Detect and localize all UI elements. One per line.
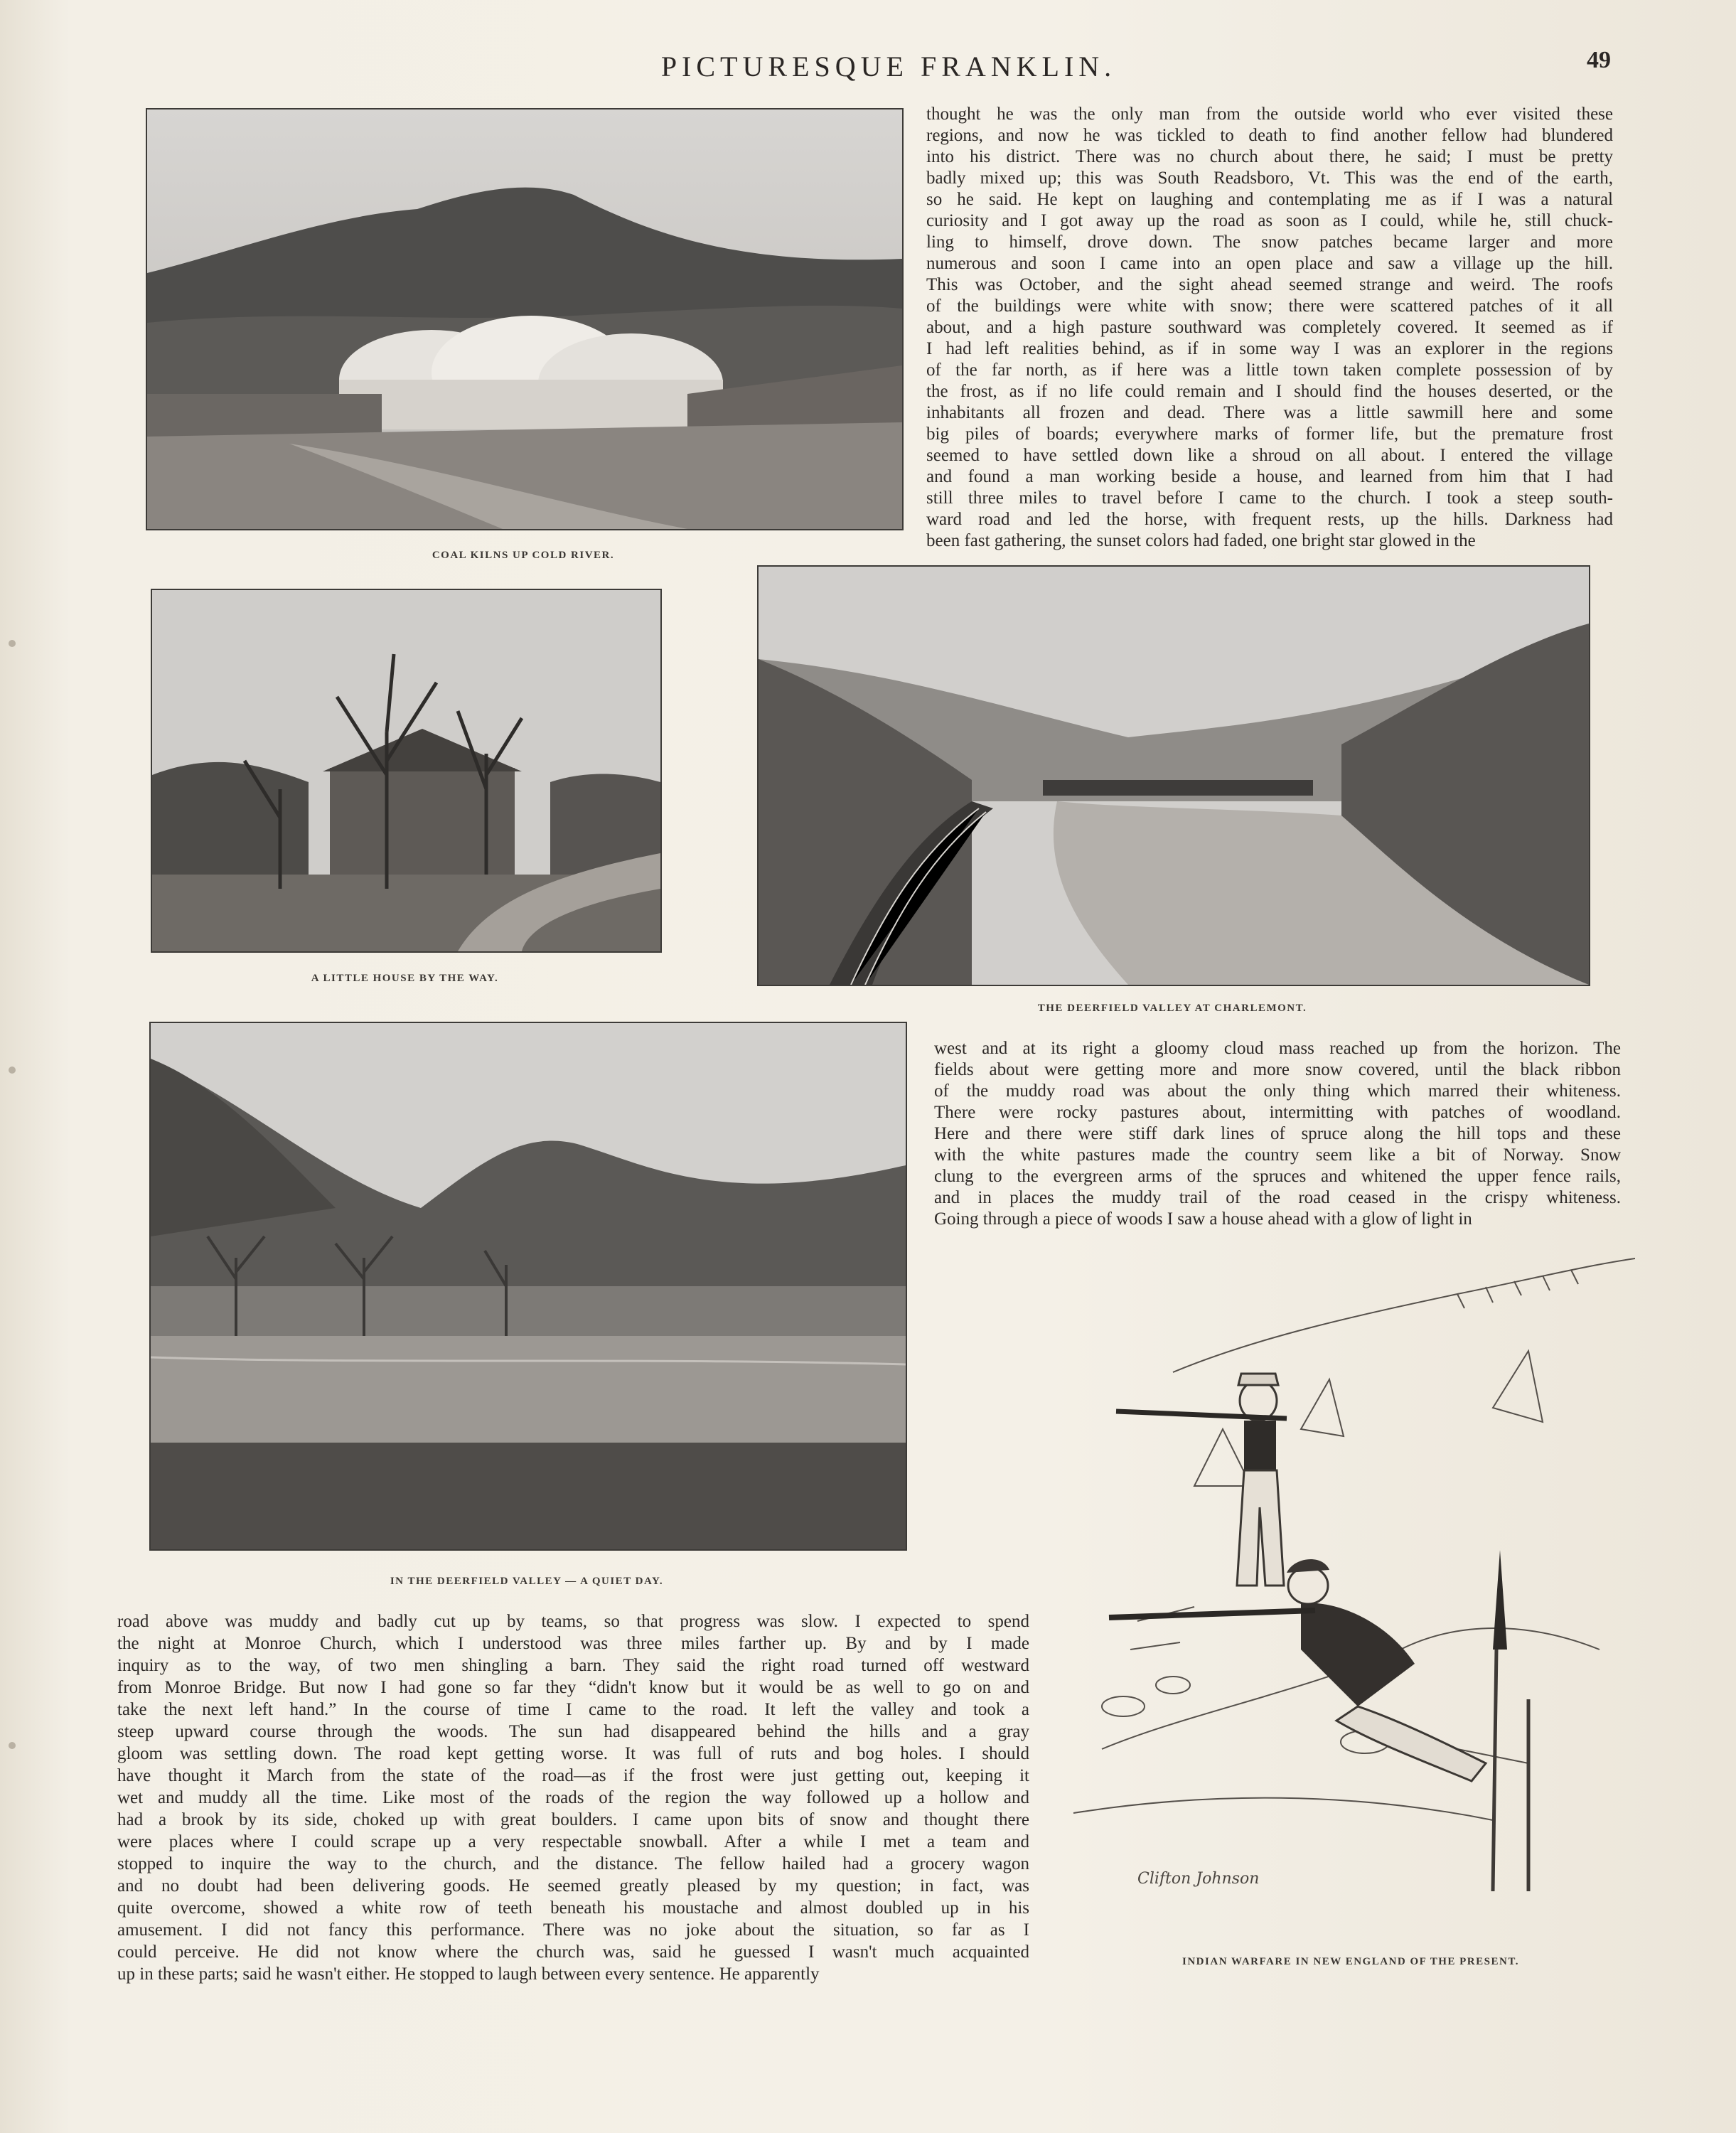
text-line: west and at its right a gloomy cloud mass reached up from the horizon. The [934, 1039, 1621, 1058]
text-line: been fast gathering, the sunset colors had faded, one bright star glowed in the [926, 531, 1476, 550]
text-line: with the white pastures made the country seem like a bit of Norway. Snow [934, 1145, 1621, 1165]
text-line: ward road and led the horse, with frequent rests, up the hills. Darkness had [926, 510, 1613, 529]
text-line: still three miles to travel before I came to the church. I took a steep south- [926, 488, 1613, 508]
photo-coal-kilns [146, 108, 904, 530]
text-line: of the muddy road was about the only thing which marred their whiteness. [934, 1081, 1621, 1101]
text-line: take the next left hand.” In the course of time I came to the road. It left the valley and took a [117, 1700, 1029, 1719]
page-number: 49 [1587, 47, 1611, 73]
binding-hole [9, 1742, 16, 1749]
text-line: the night at Monroe Church, which I understood was three miles farther up. By and by I made [117, 1634, 1029, 1653]
article-text-bottom [117, 1610, 1029, 1985]
text-line: Going through a piece of woods I saw a house ahead with a glow of light in [934, 1209, 1472, 1229]
text-line: stopped to inquire the way to the church, and the distance. The fellow hailed had a grocery wagon [117, 1854, 1029, 1873]
caption-indian-warfare: INDIAN WARFARE IN NEW ENGLAND OF THE PRESENT. [1182, 1956, 1519, 1967]
illustration-signature: Clifton Johnson [1137, 1870, 1260, 1888]
text-line: the frost, as if no life could remain and I should find the houses deserted, or the [926, 382, 1613, 401]
text-line: were places where I could scrape up a very respectable snowball. After a while I met a team and [117, 1832, 1029, 1851]
text-line: gloom was settling down. The road kept getting worse. It was full of ruts and bog holes. I should [117, 1744, 1029, 1763]
text-line: about, and a high pasture southward was completely covered. It seemed as if [926, 318, 1613, 337]
text-line: clung to the evergreen arms of the spruces and whitened the upper fence rails, [934, 1167, 1621, 1186]
text-line: There were rocky pastures about, intermitting with patches of woodland. [934, 1103, 1621, 1122]
text-line: curiosity and I got away up the road as soon as I could, while he, still chuck- [926, 211, 1613, 230]
text-line: big piles of boards; everywhere marks of former life, but the premature frost [926, 424, 1613, 444]
text-line: This was October, and the sight ahead seemed strange and weird. The roofs [926, 275, 1613, 294]
text-line: seemed to have settled down like a shroud on all about. I entered the village [926, 446, 1613, 465]
kneeling-boy-figure [1109, 1559, 1486, 1781]
caption-quiet-day: IN THE DEERFIELD VALLEY — A QUIET DAY. [390, 1576, 664, 1587]
caption-coal-kilns: COAL KILNS UP COLD RIVER. [432, 550, 615, 561]
page-header-title: PICTURESQUE FRANKLIN. [660, 50, 1117, 82]
text-line: Here and there were stiff dark lines of spruce along the hill tops and these [934, 1124, 1621, 1143]
text-line: had a brook by its side, choked up with great boulders. I came upon bits of snow and thought there [117, 1810, 1029, 1829]
text-line: regions, and now he was tickled to death to find another fellow had blundered [926, 126, 1613, 145]
article-text-top [926, 104, 1613, 552]
text-line: fields about were getting more and more snow covered, until the black ribbon [934, 1060, 1621, 1079]
text-line: of the far north, as if here was a little town taken complete possession of by [926, 360, 1613, 380]
photo-quiet-day [149, 1022, 907, 1551]
line-drawing [1031, 1251, 1635, 1891]
text-line: ling to himself, drove down. The snow patches became larger and more [926, 232, 1613, 252]
illustration-indian-warfare [1031, 1251, 1635, 1891]
photo-deerfield-charlemont [757, 565, 1590, 986]
text-line: amusement. I did not fancy this performance. There was no joke about the situation, so far as I [117, 1920, 1029, 1940]
binding-hole [9, 640, 16, 647]
text-line: inhabitants all frozen and dead. There was a little sawmill here and some [926, 403, 1613, 422]
text-line: road above was muddy and badly cut up by teams, so that progress was slow. I expected to spend [117, 1612, 1029, 1631]
text-line: from Monroe Bridge. But now I had gone so far they “didn't know but it would be as well to go on and [117, 1678, 1029, 1697]
binding-hole [9, 1066, 16, 1074]
text-line: and no doubt had been delivering goods. He seemed greatly pleased by my question; in fact, was [117, 1876, 1029, 1896]
text-line: up in these parts; said he wasn't either. He stopped to laugh between every sentence. He apparently [117, 1964, 820, 1984]
text-line: so he said. He kept on laughing and contemplating me as if I was a natural [926, 190, 1613, 209]
photo-little-house [151, 589, 662, 953]
text-line: badly mixed up; this was South Readsboro, Vt. This was the end of the earth, [926, 169, 1613, 188]
text-line: have thought it March from the state of the road—as if the frost were just getting out, keeping it [117, 1766, 1029, 1785]
text-line: numerous and soon I came into an open place and saw a village up the hill. [926, 254, 1613, 273]
text-line: could perceive. He did not know where the church was, said he guessed I wasn't much acquainted [117, 1942, 1029, 1962]
text-line: of the buildings were white with snow; there were scattered patches of it all [926, 296, 1613, 316]
text-line: and found a man working beside a house, and learned from him that I had [926, 467, 1613, 486]
caption-little-house: A LITTLE HOUSE BY THE WAY. [311, 973, 499, 984]
text-line: quite overcome, showed a white row of teeth beneath his moustache and almost doubled up in his [117, 1898, 1029, 1918]
text-line: wet and muddy all the time. Like most of the roads of the region the way followed up a hollow and [117, 1788, 1029, 1807]
text-line: thought he was the only man from the outside world who ever visited these [926, 105, 1613, 124]
text-line: into his district. There was no church about there, he said; I must be pretty [926, 147, 1613, 166]
standing-boy-figure [1116, 1374, 1287, 1586]
text-line: and in places the muddy trail of the road ceased in the crispy whiteness. [934, 1188, 1621, 1207]
article-text-middle [934, 1038, 1621, 1230]
text-line: steep upward course through the woods. The sun had disappeared behind the hills and a gray [117, 1722, 1029, 1741]
text-line: I had left realities behind, as if in some way I was an explorer in the regions [926, 339, 1613, 358]
caption-deerfield-charlemont: THE DEERFIELD VALLEY AT CHARLEMONT. [1037, 1003, 1307, 1014]
text-line: inquiry as to the way, of two men shingling a barn. They said the right road turned off westward [117, 1656, 1029, 1675]
